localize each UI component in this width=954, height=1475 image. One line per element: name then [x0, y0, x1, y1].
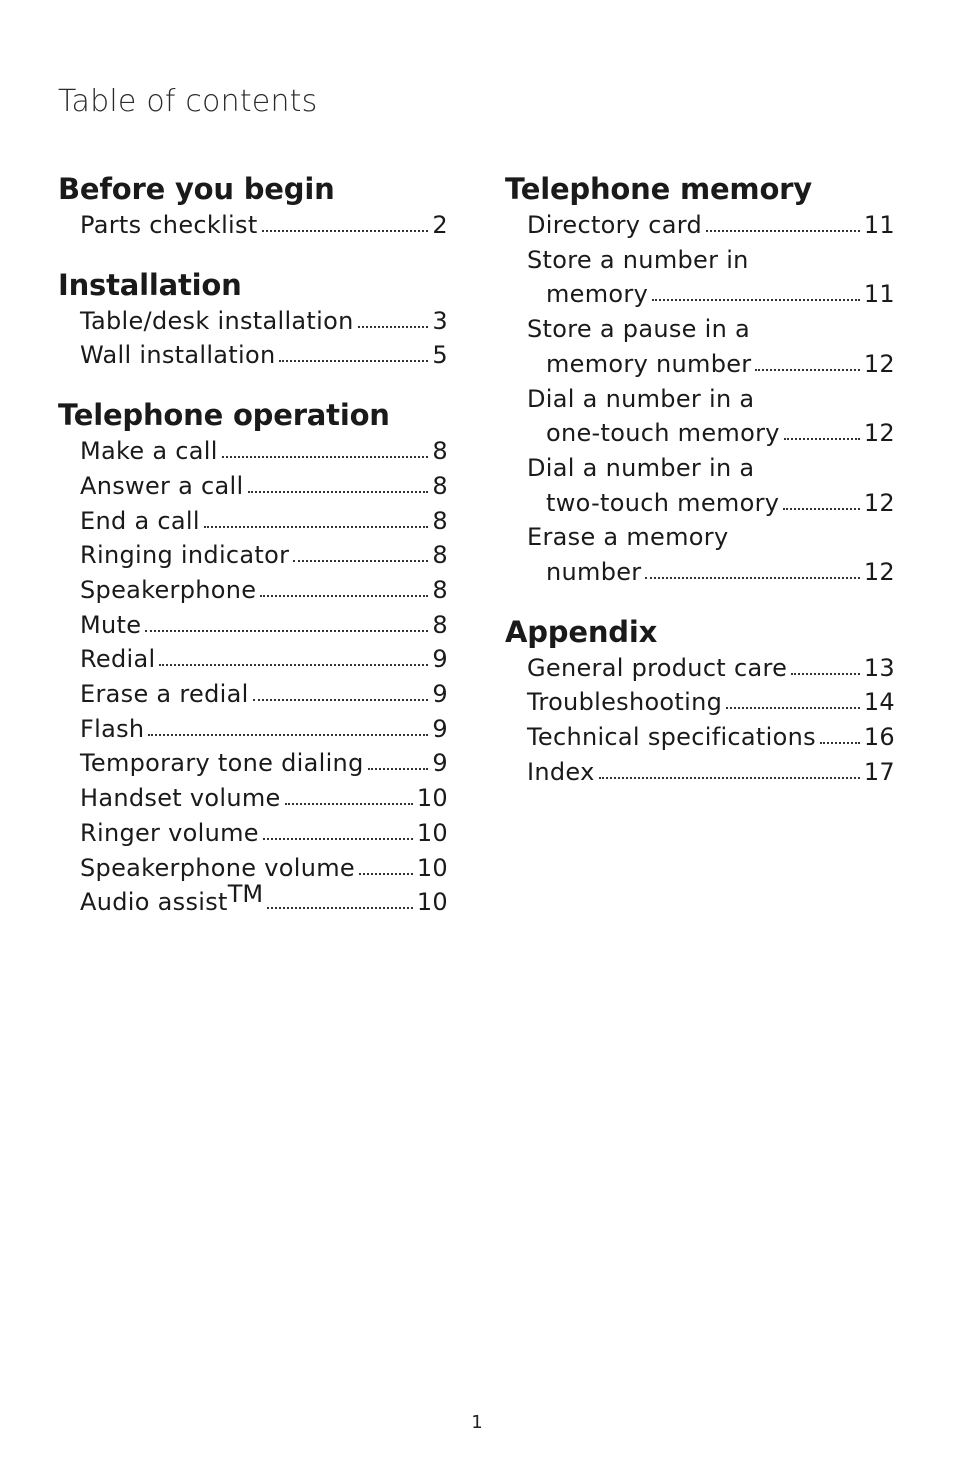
dot-leader [148, 734, 428, 736]
dot-leader [204, 526, 429, 528]
toc-entry[interactable] [80, 746, 448, 781]
toc-entry-label [546, 347, 751, 382]
toc-entry[interactable] [527, 651, 895, 686]
toc-entry-label-text: Make a call [80, 437, 218, 466]
toc-entries [58, 434, 448, 920]
toc-entry-label [527, 720, 816, 755]
toc-entry[interactable] [80, 608, 448, 643]
toc-entry-label-text: Handset volume [80, 784, 281, 813]
dot-leader [652, 299, 860, 301]
toc-section [505, 170, 895, 590]
toc-entry-label [527, 651, 787, 686]
toc-entry[interactable] [80, 712, 448, 747]
toc-entry-label-text: Redial [80, 645, 156, 674]
dot-leader [368, 768, 429, 770]
toc-entry-label-text: Index [527, 757, 595, 786]
toc-entry-label [80, 642, 155, 677]
dot-leader [783, 508, 860, 510]
toc-entry-label-line1: Dial a number in a [527, 384, 755, 413]
toc-section [58, 266, 448, 373]
toc-entry-label [527, 208, 702, 243]
toc-entry-label [80, 338, 275, 373]
toc-entry-page: 11 [863, 211, 895, 239]
toc-entry-line2 [527, 555, 895, 590]
toc-entries [505, 651, 895, 790]
toc-entry-label-text: Parts checklist [80, 211, 258, 239]
dot-leader [755, 369, 859, 371]
page-number: 1 [471, 1412, 483, 1433]
toc-entry-label-line1: Store a number in [527, 245, 749, 274]
dot-leader [706, 230, 860, 232]
toc-entry-label-text: Mute [80, 610, 142, 639]
toc-entry-page: 10 [416, 853, 448, 882]
toc-entry-page: 9 [432, 680, 448, 709]
toc-entry-label-text: Ringing indicator [80, 541, 290, 570]
toc-entry[interactable] [80, 573, 448, 608]
toc-entry-label [80, 304, 354, 339]
toc-section [58, 170, 448, 243]
toc-entry-label-text: Audio assist [80, 888, 228, 917]
dot-leader [358, 326, 429, 328]
toc-entry[interactable] [80, 538, 448, 573]
dot-leader [599, 777, 860, 779]
toc-entry-label [80, 677, 249, 712]
toc-entry-label-text: Table/desk installation [80, 306, 354, 335]
toc-entry-label [80, 781, 281, 816]
toc-entry-page: 12 [863, 488, 895, 517]
toc-entry-label-text: Speakerphone volume [80, 853, 355, 882]
toc-entry-page: 9 [432, 749, 448, 778]
toc-entry-label [80, 608, 141, 643]
toc-entry-line2 [527, 416, 895, 451]
toc-entry-label-text: two-touch memory [546, 488, 780, 517]
dot-leader [784, 438, 860, 440]
toc-entry[interactable] [80, 781, 448, 816]
toc-entry-page: 5 [432, 341, 448, 370]
toc-entry[interactable] [80, 642, 448, 677]
section-heading: Telephone operation [58, 398, 390, 433]
toc-entry-label-text: Troubleshooting [527, 688, 723, 717]
toc-entry-label [546, 416, 780, 451]
toc-entry-label [80, 469, 244, 504]
dot-leader [726, 707, 860, 709]
toc-entry-line2 [527, 486, 895, 521]
toc-entry[interactable] [527, 451, 895, 520]
toc-entry-label-text: memory [546, 280, 649, 309]
toc-entry[interactable] [527, 685, 895, 720]
toc-entry-label-text: Ringer volume [80, 818, 259, 847]
toc-entry[interactable] [80, 434, 448, 469]
toc-entry-page: 12 [863, 558, 895, 587]
toc-entry-page: 16 [863, 723, 895, 752]
toc-entry[interactable] [80, 677, 448, 712]
toc-entry-page: 8 [432, 610, 448, 639]
toc-entry-page: 10 [416, 818, 448, 847]
toc-entries [58, 208, 448, 243]
toc-entry-label [546, 277, 648, 312]
dot-leader [253, 699, 429, 701]
toc-entry-label [80, 851, 355, 886]
toc-entry[interactable] [80, 304, 448, 339]
section-heading: Appendix [505, 614, 658, 649]
toc-entry-label-text: Speakerphone [80, 575, 257, 604]
dot-leader [145, 630, 428, 632]
toc-entry-page: 12 [863, 419, 895, 448]
toc-entry-label [546, 555, 641, 590]
toc-entry-label-text: End a call [80, 506, 200, 535]
dot-leader [267, 907, 413, 909]
toc-entry[interactable] [527, 243, 895, 312]
toc-entry-line2 [527, 347, 895, 382]
dot-leader [260, 595, 428, 597]
toc-entry-label-text: Flash [80, 714, 145, 743]
toc-entry[interactable] [527, 720, 895, 755]
toc-entry-page: 9 [432, 645, 448, 674]
toc-entry[interactable] [80, 816, 448, 851]
toc-entry-label [527, 685, 722, 720]
toc-entry-page: 8 [432, 506, 448, 535]
toc-column-left [58, 170, 448, 943]
toc-entry-label [527, 755, 595, 790]
dot-leader [293, 560, 428, 562]
trademark-mark: TM [227, 880, 264, 909]
toc-entry-label [80, 746, 364, 781]
section-heading: Installation [58, 267, 242, 302]
toc-entry-label-line1: Dial a number in a [527, 453, 755, 482]
toc-entry-label [80, 434, 218, 469]
toc-entry-label-text: memory number [546, 349, 752, 378]
toc-entry-label-text: Answer a call [80, 471, 244, 500]
dot-leader [222, 456, 429, 458]
toc-entry[interactable] [80, 469, 448, 504]
section-heading: Telephone memory [505, 172, 812, 206]
toc-entry-page: 14 [863, 688, 895, 717]
dot-leader [285, 803, 413, 805]
dot-leader [645, 577, 859, 579]
toc-entries [58, 304, 448, 373]
toc-entry-label-text: Erase a redial [80, 680, 249, 709]
toc-entry-page: 17 [863, 757, 895, 786]
dot-leader [791, 673, 860, 675]
toc-entry-label [80, 712, 144, 747]
toc-entry[interactable] [527, 208, 895, 243]
toc-entry-label [80, 880, 264, 920]
toc-entry-label-text: one-touch memory [546, 419, 780, 448]
dot-leader [359, 873, 413, 875]
toc-entries [505, 208, 895, 590]
dot-leader [279, 360, 428, 362]
dot-leader [262, 230, 429, 232]
dot-leader [820, 742, 860, 744]
toc-entry-page: 3 [432, 306, 448, 335]
toc-entry[interactable] [80, 504, 448, 539]
toc-entry[interactable] [527, 520, 895, 589]
toc-entry-page: 8 [432, 471, 448, 500]
page-title: Table of contents [58, 84, 318, 119]
toc-entry-page: 8 [432, 541, 448, 570]
dot-leader [263, 838, 413, 840]
toc-entry-page: 2 [432, 211, 448, 239]
toc-column-right [505, 170, 895, 813]
toc-entry[interactable] [80, 208, 448, 243]
toc-entry-label [546, 486, 779, 521]
toc-section [58, 396, 448, 920]
toc-entry-page: 10 [416, 784, 448, 813]
dot-leader [248, 491, 429, 493]
toc-entry-page: 12 [863, 349, 895, 378]
dot-leader [159, 664, 428, 666]
toc-entry-page: 10 [416, 888, 448, 917]
toc-entry[interactable] [527, 382, 895, 451]
toc-entry-label [80, 573, 256, 608]
toc-entry-label-text: number [546, 558, 642, 587]
toc-entry[interactable] [80, 851, 448, 886]
toc-entry-label-text: Temporary tone dialing [80, 749, 364, 778]
toc-entry-label-text: General product care [527, 653, 788, 682]
toc-entry-label [80, 208, 258, 243]
toc-entry-label-text: Wall installation [80, 341, 276, 370]
toc-entry-page: 13 [863, 653, 895, 682]
toc-entry-page: 8 [432, 575, 448, 604]
toc-entry-label [80, 538, 289, 573]
toc-entry-label [80, 816, 259, 851]
section-heading: Before you begin [58, 172, 335, 206]
toc-entry-page: 8 [432, 437, 448, 466]
toc-entry-label-text: Directory card [527, 211, 703, 239]
toc-entry-page: 11 [863, 280, 895, 309]
toc-section [505, 613, 895, 790]
toc-entry-page: 9 [432, 714, 448, 743]
toc-entry[interactable] [80, 338, 448, 373]
toc-entry-label [80, 504, 200, 539]
toc-entry[interactable] [527, 312, 895, 381]
toc-entry-label-text: Technical specifications [527, 723, 816, 752]
toc-entry-label-line1: Erase a memory [527, 523, 729, 552]
toc-entry-label-line1: Store a pause in a [527, 315, 751, 344]
toc-entry[interactable] [527, 755, 895, 790]
toc-entry-line2 [527, 277, 895, 312]
toc-entry[interactable] [80, 880, 448, 920]
